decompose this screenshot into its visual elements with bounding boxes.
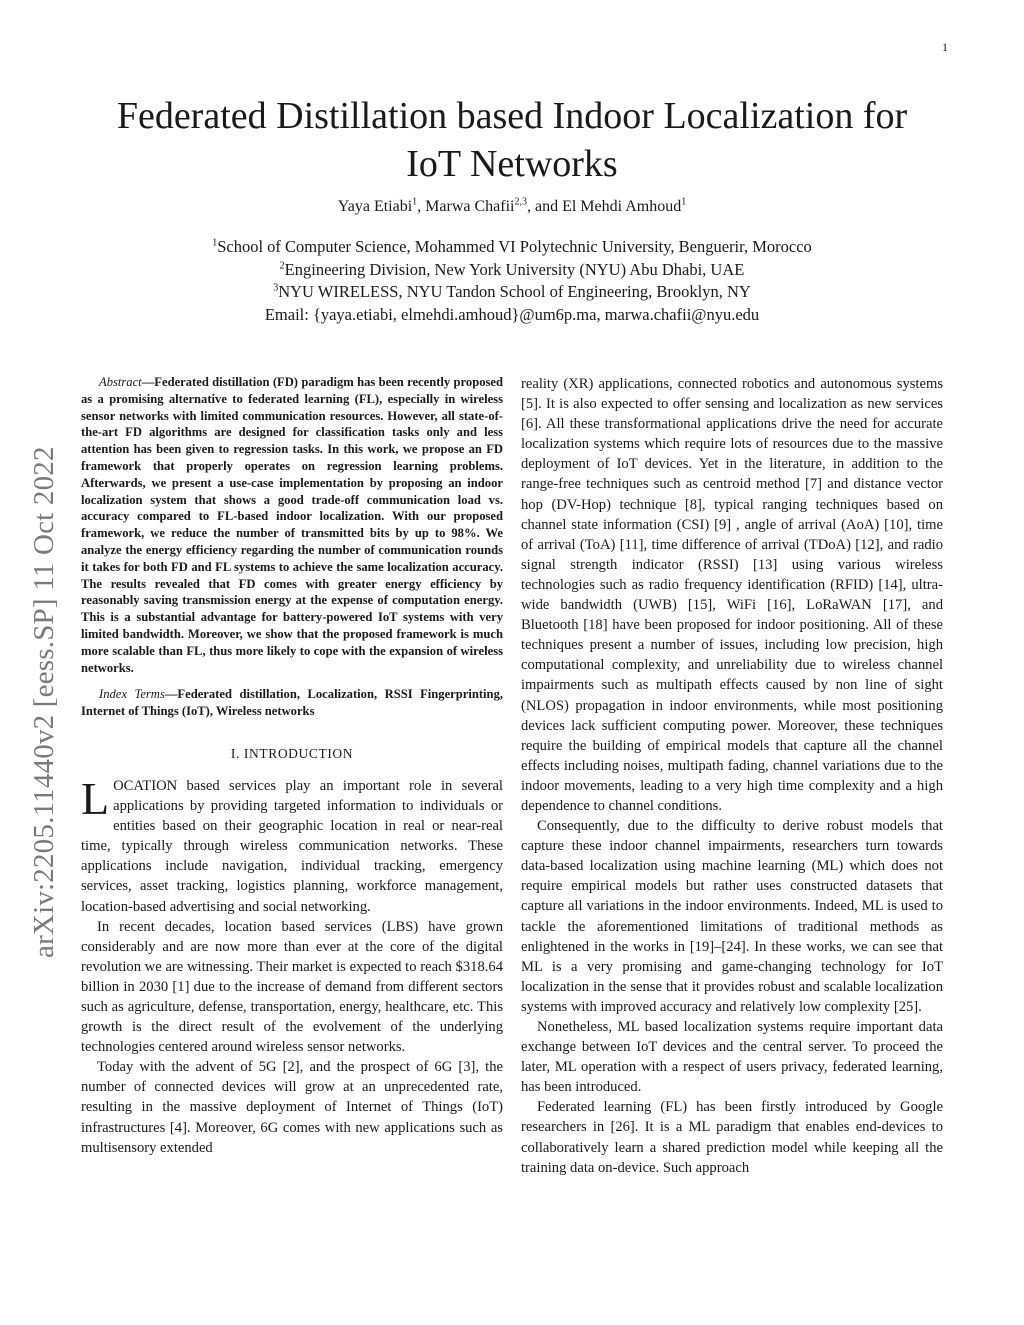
title-line-1: Federated Distillation based Indoor Localization for (116, 95, 908, 137)
abstract-label: Abstract (99, 375, 142, 389)
abstract-text: —Federated distillation (FD) paradigm has been recently proposed as a promising alternative to federated learning (FL), especially in wireless sensor networks with limited communication resources. However, all state-of-the-art FD algorithms are designed for classification tasks only and less attention has been given to regression tasks. In this work, we propose an FD framework that properly operates on regression learning problems. Afterwards, we present a use-case implementation by proposing an indoor localization system that shows a good trade-off communication load vs. accuracy compared to FL-based indoor localization. With our proposed framework, we reduce the number of transmitted bits by up to 98%. We analyze the energy efficiency regarding the number of communication rounds it takes for both FD and FL systems to achieve the same localization accuracy. The results revealed that FD comes with greater energy efficiency by reasonably saving transmission energy at the expense of computation energy. This is a substantial advantage for battery-powered IoT systems with very limited bandwidth. Moreover, we show that the proposed framework is much more scalable than FL, thus more likely to cope with the expansion of wireless networks. (81, 375, 503, 675)
body-paragraph: In recent decades, location based services (LBS) have grown considerably and are now more than ever at the core of the digital revolution we are witnessing. Their market is expected to reach $318.64 billion in 2030 [1] due to the increase of demand from different sectors such as agriculture, defense, transportation, energy, healthcare, etc. This growth is the direct result of the evolvement of the underlying technologies centered around wireless sensor networks. (81, 918, 503, 1056)
affiliation-mark: 3 (273, 282, 279, 294)
arxiv-identifier: arXiv:2205.11440v2 [eess.SP] 11 Oct 2022 (28, 446, 60, 958)
affiliation-text: School of Computer Science, Mohammed VI Polytechnic University, Benguerir, Morocco (217, 237, 812, 256)
paper-title (80, 92, 944, 188)
body-paragraph: reality (XR) applications, connected robotics and autonomous systems [5]. It is also expected to offer sensing and localization as new services [6]. All these transformational applications drive the need for accurate localization systems which require lots of resources due to the massive deployment of IoT devices. Yet in the literature, in addition to the range-free techniques such as centroid method [7] and distance vector hop (DV-Hop) technique [8], typical ranging techniques based on channel state information (CSI) [9] , angle of arrival (AoA) [10], time of arrival (ToA) [11], time difference of arrival (TDoA) [12], and radio signal strength indicator (RSSI) [13] using various wireless technologies such as radio frequency identification (RFID) [14], ultra-wide bandwidth (UWB) [15], WiFi [16], LoRaWAN [17], and Bluetooth [18] have been proposed for indoor positioning. All of these techniques present a number of issues, including low precision, high computational complexity, and unreliability due to wireless channel impairments such as multipath effects caused by non line of sight (NLOS) propagation in indoor environments, while most positioning devices lack sufficient computing power. Moreover, these techniques require the building of empirical models that capture all the channel effects including noises, multipath fading, channel variations due to the indoor movements, leading to a very high time complexity and a high dependence to channel conditions. (521, 376, 943, 814)
affiliation-block (80, 236, 944, 326)
affiliation-mark: 1 (212, 237, 218, 249)
affiliation-mark: 2 (279, 260, 285, 271)
body-paragraph: Federated learning (FL) has been firstly introduced by Google researchers in [26]. It is a ML paradigm that enables end-devices to collaboratively learn a shared prediction model while keeping all the training data on-device. Such approach (521, 1099, 943, 1176)
email-line: Email: {yaya.etiabi, elmehdi.amhoud}@um6p.ma, marwa.chafii@nyu.edu (264, 304, 760, 324)
author-affiliation-mark: 1 (412, 196, 418, 208)
right-column (521, 374, 943, 1178)
author-name: Marwa Chafii (425, 198, 515, 215)
title-line-2: IoT Networks (406, 143, 618, 185)
author-affiliation-mark: 2,3 (514, 196, 527, 208)
author-name: and El Mehdi Amhoud (534, 198, 682, 215)
paragraph-text: OCATION based services play an important role in several applications by providing targeted information to individuals or entities based on their geographic location in real or near-real time, typically through wireless communication networks. These applications include navigation, individual tracking, emergency services, asset tracking, logistics planning, workforce management, location-based advertising and social networking. (81, 777, 503, 915)
page-number: 1 (942, 40, 948, 54)
left-column (81, 374, 503, 1158)
section-heading: I. INTRODUCTION (230, 745, 354, 761)
affiliation-line (80, 281, 944, 304)
body-paragraph: Consequently, due to the difficulty to derive robust models that capture these indoor channel impairments, researchers turn towards data-based localization using machine learning (ML) which does not require empirical models but rather uses constructed datasets that capture all variations in the indoor environments. Indeed, ML is used to tackle the aforementioned limitations of traditional methods as enlightened in the works in [19]–[24]. In these works, we can see that ML is a very promising and game-changing technology for IoT localization in the sense that it provides robust and scalable localization systems with improved accuracy and relatively low complexity [25]. (521, 818, 943, 1015)
index-terms-text: —Federated distillation, Localization, RSSI Fingerprinting, Internet of Things (IoT), Wireless networks (81, 687, 504, 719)
affiliation-text: NYU WIRELESS, NYU Tandon School of Engineering, Brooklyn, NY (278, 282, 751, 301)
index-terms (81, 686, 503, 720)
abstract (81, 374, 503, 676)
body-paragraph (81, 772, 503, 917)
body-paragraph: Today with the advent of 5G [2], and the prospect of 6G [3], the number of connected devices will grow at an unprecedented rate, resulting in the massive deployment of Internet of Things (IoT) infrastructures [4]. Moreover, 6G comes with new applications such as multisensory extended (81, 1059, 503, 1156)
author-affiliation-mark: 1 (681, 196, 687, 208)
affiliation-line (80, 259, 944, 282)
affiliation-text: Engineering Division, New York University (NYU) Abu Dhabi, UAE (284, 259, 745, 279)
drop-cap: L (81, 772, 110, 824)
body-paragraph: Nonetheless, ML based localization systems require important data exchange between IoT devices and the central server. To proceed the later, ML operation with a respect of users privacy, federated learning, has been introduced. (521, 1019, 943, 1096)
author-list: Yaya Etiabi$^1$, Marwa Chafii$^{2,3}$, and El Mehdi Amhoud$^1$ (337, 196, 687, 215)
index-terms-label: Index Terms (99, 687, 165, 702)
author-name: Yaya Etiabi (337, 198, 413, 215)
affiliation-line (80, 236, 944, 259)
